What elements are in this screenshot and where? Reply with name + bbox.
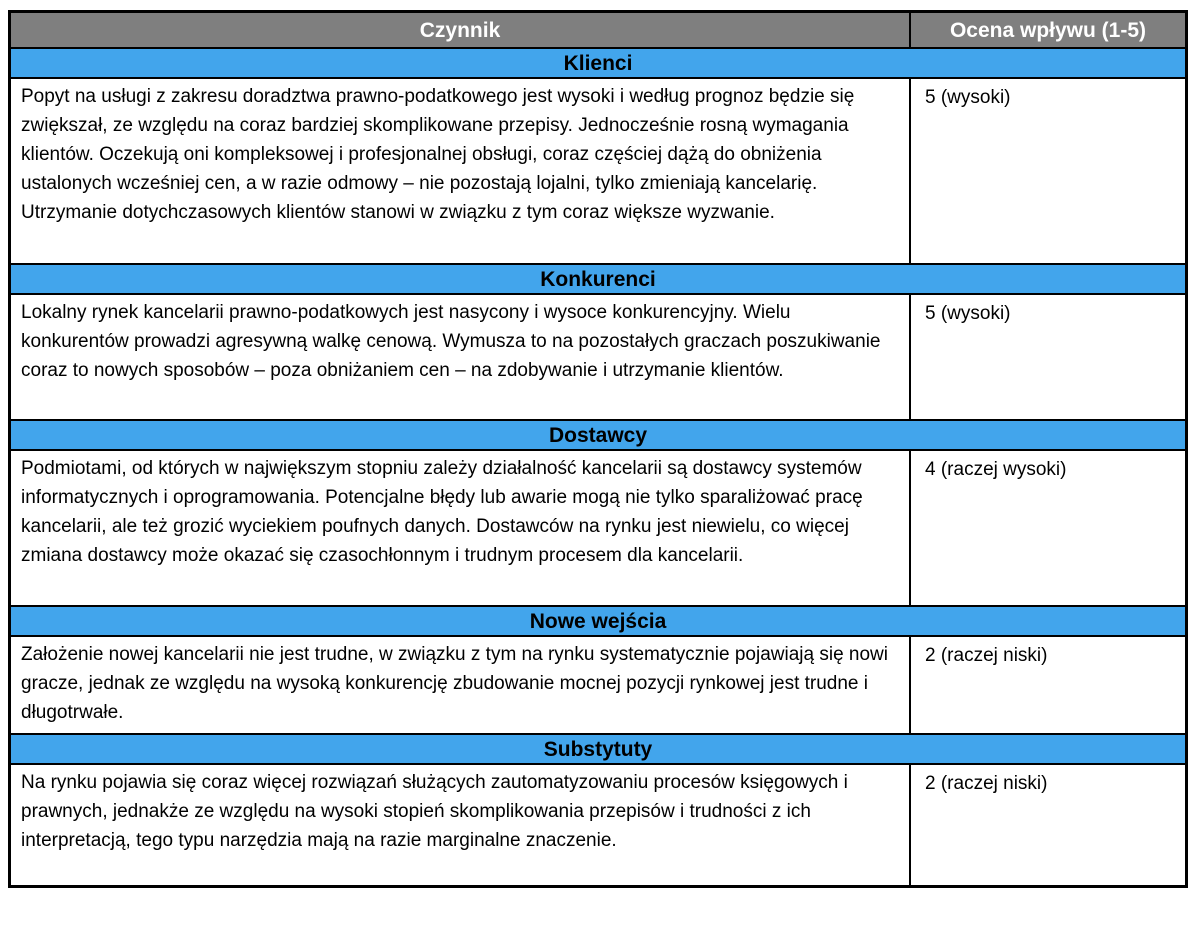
impact-rating-value: 2 (raczej niski) — [909, 637, 1185, 733]
table-row-dostawcy — [11, 449, 1185, 605]
section-title: Nowe wejścia — [529, 609, 667, 633]
factor-description: Lokalny rynek kancelarii prawno-podatkowych jest nasycony i wysoce konkurencyjny. Wielu konkurentów prowadzi agresywną walkę cenową. Wymusza to na pozostałych graczach poszukiwanie coraz to nowych sposobów – poza obniżaniem cen – na zdobywanie i utrzymanie klientów. — [21, 302, 881, 381]
table-header-row — [11, 13, 1185, 47]
table-row-substytuty — [11, 763, 1185, 885]
impact-rating-value: 2 (raczej niski) — [909, 765, 1185, 885]
section-title: Dostawcy — [548, 423, 648, 447]
factor-description: Założenie nowej kancelarii nie jest trudne, w związku z tym na rynku systematycznie pojawiają się nowi gracze, jednak ze względu na wysoką konkurencję zbudowanie mocnej pozycji rynkowej jest trudne i długotrwałe. — [21, 644, 888, 723]
five-forces-table — [8, 10, 1188, 888]
factor-description: Popyt na usługi z zakresu doradztwa prawno-podatkowego jest wysoki i według prognoz będzie się zwiększał, ze względu na coraz bardziej skomplikowane przepisy. Jednocześnie rosną wymagania klientów. Oczekują oni kompleksowej i profesjonalnej obsługi, coraz częściej dążą do obniżenia ustalonych wcześniej cen, a w razie odmowy – nie pozostają lojalni, tylko zmieniają kancelarię. Utrzymanie dotychczasowych klientów stanowi w związku z tym coraz większe wyzwanie. — [21, 86, 855, 223]
column-header-factor: Czynnik — [419, 18, 501, 42]
section-title: Klienci — [563, 51, 633, 75]
table-row-konkurenci — [11, 293, 1185, 419]
factor-description: Podmiotami, od których w największym stopniu zależy działalność kancelarii są dostawcy systemów informatycznych i oprogramowania. Potencjalne błędy lub awarie mogą nie tylko sparaliżować pracę kancelarii, ale też grozić wyciekiem poufnych danych. Dostawców na rynku jest niewielu, co więcej zmiana dostawcy może okazać się czasochłonnym i trudnym procesem dla kancelarii. — [21, 458, 863, 566]
section-header-konkurenci — [11, 263, 1185, 293]
section-title: Substytuty — [543, 737, 653, 761]
table-row-klienci — [11, 77, 1185, 263]
section-title: Konkurenci — [540, 267, 656, 291]
impact-rating-value: 4 (raczej wysoki) — [909, 451, 1185, 605]
factor-description: Na rynku pojawia się coraz więcej rozwiązań służących zautomatyzowaniu procesów księgowych i prawnych, jednakże ze względu na wysoki stopień skomplikowania przepisów i trudności z ich interpretacją, tego typu narzędzia mają na razie marginalne znaczenie. — [21, 772, 848, 851]
table-row-nowe-wejscia — [11, 635, 1185, 733]
impact-rating-value: 5 (wysoki) — [909, 295, 1185, 419]
section-header-klienci — [11, 47, 1185, 77]
section-header-nowe-wejscia — [11, 605, 1185, 635]
impact-rating-value: 5 (wysoki) — [909, 79, 1185, 263]
column-header-impact-rating: Ocena wpływu (1-5) — [909, 13, 1185, 47]
section-header-dostawcy — [11, 419, 1185, 449]
section-header-substytuty — [11, 733, 1185, 763]
